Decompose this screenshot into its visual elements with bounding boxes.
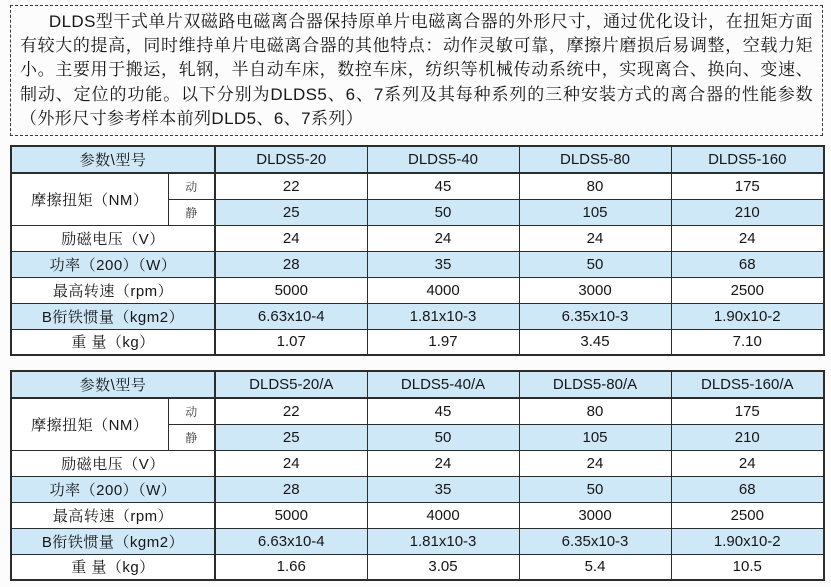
row-label-cell: 最高转速（rpm） [11,277,215,303]
value-cell: 68 [671,476,824,502]
parameter-row [11,554,824,580]
row-label-cell: 功率（200）（W） [11,251,215,277]
intro-text-box [10,5,823,136]
value-cell: 210 [671,199,824,225]
value-cell: 4000 [367,277,519,303]
value-cell: 3000 [519,502,671,528]
value-cell: 1.81x10-3 [367,303,519,329]
row-label-cell: 最高转速（rpm） [11,502,215,528]
value-cell: 5000 [215,277,367,303]
parameter-row [11,251,824,277]
value-cell: 1.90x10-2 [671,303,824,329]
value-cell: 2500 [671,277,824,303]
value-cell: 22 [215,398,367,424]
model-header-cell: DLDS5-40 [367,146,519,173]
friction-torque-row [11,173,824,199]
value-cell: 24 [215,225,367,251]
model-header-cell: DLDS5-160 [671,146,824,173]
value-cell: 45 [367,173,519,199]
value-cell: 50 [367,424,519,450]
value-cell: 3.45 [519,329,671,355]
parameter-row [11,329,824,355]
value-cell: 25 [215,199,367,225]
value-cell: 2500 [671,502,824,528]
value-cell: 1.07 [215,329,367,355]
value-cell: 28 [215,476,367,502]
value-cell: 24 [671,225,824,251]
value-cell: 80 [519,173,671,199]
sub-label-cell: 动 [168,398,215,424]
value-cell: 68 [671,251,824,277]
value-cell: 6.35x10-3 [519,303,671,329]
value-cell: 22 [215,173,367,199]
value-cell: 24 [367,225,519,251]
spec-table-dlds5 [10,145,825,356]
model-header-cell: DLDS5-160/A [671,371,824,398]
value-cell: 4000 [367,502,519,528]
value-cell: 50 [519,476,671,502]
corner-cell: 参数\型号 [11,146,215,173]
value-cell: 1.81x10-3 [367,528,519,554]
model-header-cell: DLDS5-40/A [367,371,519,398]
model-header-cell: DLDS5-20/A [215,371,367,398]
row-label-cell: B衔铁惯量（kgm2） [11,528,215,554]
value-cell: 50 [367,199,519,225]
value-cell: 10.5 [671,554,824,580]
row-label-cell: 摩擦扭矩（NM） [11,173,168,225]
row-label-cell: 功率（200）（W） [11,476,215,502]
row-label-cell: 励磁电压（V） [11,450,215,476]
model-header-cell: DLDS5-20 [215,146,367,173]
sub-label-cell: 动 [168,173,215,199]
value-cell: 1.66 [215,554,367,580]
value-cell: 80 [519,398,671,424]
parameter-row [11,225,824,251]
value-cell: 24 [671,450,824,476]
corner-cell: 参数\型号 [11,371,215,398]
value-cell: 210 [671,424,824,450]
row-label-cell: 摩擦扭矩（NM） [11,398,168,450]
parameter-row [11,528,824,554]
value-cell: 1.97 [367,329,519,355]
value-cell: 25 [215,424,367,450]
value-cell: 5000 [215,502,367,528]
spec-table-dlds5-a [10,370,825,581]
parameter-row [11,277,824,303]
value-cell: 24 [519,450,671,476]
value-cell: 35 [367,476,519,502]
value-cell: 175 [671,173,824,199]
value-cell: 175 [671,398,824,424]
friction-torque-row [11,398,824,424]
value-cell: 105 [519,424,671,450]
value-cell: 3000 [519,277,671,303]
parameter-row [11,502,824,528]
value-cell: 50 [519,251,671,277]
value-cell: 45 [367,398,519,424]
sub-label-cell: 静 [168,199,215,225]
sub-label-cell: 静 [168,424,215,450]
row-label-cell: B衔铁惯量（kgm2） [11,303,215,329]
value-cell: 28 [215,251,367,277]
table-header-row [11,146,824,173]
parameter-row [11,303,824,329]
row-label-cell: 重 量（kg） [11,329,215,355]
value-cell: 3.05 [367,554,519,580]
model-header-cell: DLDS5-80/A [519,371,671,398]
row-label-cell: 重 量（kg） [11,554,215,580]
parameter-row [11,476,824,502]
value-cell: 5.4 [519,554,671,580]
value-cell: 105 [519,199,671,225]
value-cell: 24 [519,225,671,251]
value-cell: 24 [367,450,519,476]
value-cell: 35 [367,251,519,277]
model-header-cell: DLDS5-80 [519,146,671,173]
value-cell: 6.63x10-4 [215,303,367,329]
row-label-cell: 励磁电压（V） [11,225,215,251]
value-cell: 6.35x10-3 [519,528,671,554]
value-cell: 24 [215,450,367,476]
table-header-row [11,371,824,398]
value-cell: 7.10 [671,329,824,355]
parameter-row [11,450,824,476]
value-cell: 6.63x10-4 [215,528,367,554]
intro-paragraph: DLDS型干式单片双磁路电磁离合器保持原单片电磁离合器的外形尺寸，通过优化设计，在扭矩方面有较大的提高，同时维持单片电磁离合器的其他特点：动作灵敏可靠，摩擦片磨损后易调整，空载力矩小。主要用于搬运，轧钢，半自动车床，数控车床，纺织等机械传动系统中，实现离合、换向、变速、制动、定位的功能。以下分别为DLDS5、6、7系列及其每种系列的三种安装方式的离合器的性能参数（外形尺寸参考样本前列DLD5、6、7系列） [20,12,813,128]
value-cell: 1.90x10-2 [671,528,824,554]
